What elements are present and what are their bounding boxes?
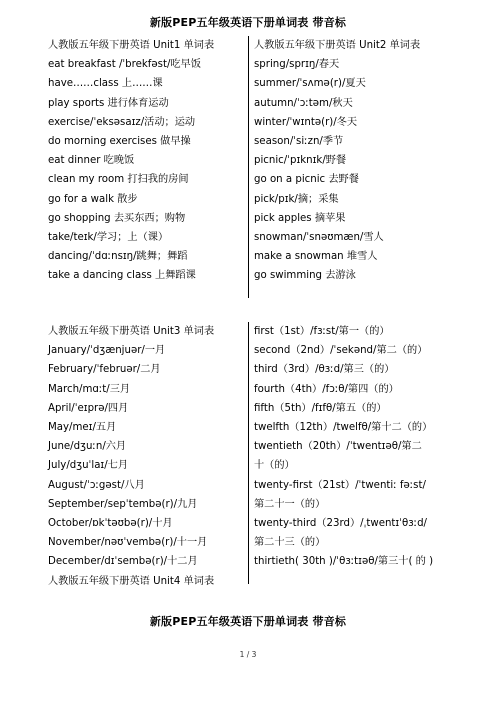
vocab-line: take/teɪk/学习；上（课） xyxy=(48,232,169,244)
vocab-line: second（2nd）/ˈsekənd/第二（的） xyxy=(254,345,428,357)
vocab-line: spring/sprɪŋ/春天 xyxy=(254,59,340,71)
vocab-line: 十（的） xyxy=(254,460,295,472)
vocab-line: go shopping 去买东西；购物 xyxy=(48,212,186,224)
vocab-line: picnic/ˈpɪknɪk/野餐 xyxy=(254,155,347,167)
vocab-line: July/dʒuˈlaɪ/七月 xyxy=(48,460,129,472)
vocab-line: autumn/ˈɔːtəm/秋天 xyxy=(254,97,353,109)
vocab-line: April/ˈeɪprə/四月 xyxy=(48,402,129,414)
vocab-line: June/dʒuːn/六月 xyxy=(48,441,127,453)
unit3-heading: 人教版五年级下册英语 Unit3 单词表 xyxy=(48,326,215,337)
vocab-line: exercise/ˈeksəsaɪz/活动；运动 xyxy=(48,116,196,128)
unit3-column xyxy=(48,322,214,591)
column-divider xyxy=(248,322,249,584)
vocab-line: fifth（5th）/fɪfθ/第五（的） xyxy=(254,402,387,414)
unit1-heading: 人教版五年级下册英语 Unit1 单词表 xyxy=(48,40,215,51)
vocab-line: twelfth（12th）/twelfθ/第十二（的） xyxy=(254,422,433,434)
vocab-line: twenty-third（23rd）/ˌtwentɪˈθɜːd/ xyxy=(254,518,427,530)
vocab-line: season/ˈsiːzn/季节 xyxy=(254,136,344,148)
unit2-column xyxy=(254,36,420,286)
vocab-line: twenty-first（21st）/ˈtwentiː fəːst/ xyxy=(254,479,426,491)
vocab-table-unit1-unit2 xyxy=(0,36,496,286)
vocab-line: make a snowman 堆雪人 xyxy=(254,251,378,263)
vocab-line: go swimming 去游泳 xyxy=(254,270,356,282)
vocab-line: eat breakfast /ˈbrekfəst/吃早饭 xyxy=(48,59,201,71)
vocab-line: February/ˈfebruər/二月 xyxy=(48,364,161,376)
vocab-line: August/ˈɔːgəst/八月 xyxy=(48,479,145,491)
vocab-line: do morning exercises 做早操 xyxy=(48,136,191,148)
vocab-line: thirtieth( 30th )/ˈθɜːtɪəθ/第三十( 的 ) xyxy=(254,556,434,568)
vocab-line: play sports 进行体育运动 xyxy=(48,97,169,109)
vocab-line: January/ˈdʒænjuər/一月 xyxy=(48,345,166,357)
vocab-line: October/ɒkˈtəʊbə(r)/十月 xyxy=(48,518,173,530)
vocab-line: pick/pɪk/摘；采集 xyxy=(254,193,339,205)
vocab-line: have……class 上……课 xyxy=(48,78,163,90)
vocab-line: fourth（4th）/fɔːθ/第四（的） xyxy=(254,383,399,395)
unit4-heading: 人教版五年级下册英语 Unit4 单词表 xyxy=(48,575,215,587)
unit2-heading: 人教版五年级下册英语 Unit2 单词表 xyxy=(254,40,421,51)
ordinal-column xyxy=(254,322,433,572)
vocab-line: clean my room 打扫我的房间 xyxy=(48,174,189,186)
vocab-line: twentieth（20th）/ˈtwentɪəθ/第二 xyxy=(254,441,422,453)
page-title: 新版PEP五年级英语下册单词表 带音标 xyxy=(149,16,347,29)
vocab-line: go for a walk 散步 xyxy=(48,193,138,205)
vocab-line: first（1st）/fɜːst/第一（的） xyxy=(254,326,390,337)
vocab-table-unit3-unit4 xyxy=(0,322,496,612)
vocab-line: snowman/ˈsnəʊmæn/雪人 xyxy=(254,232,384,244)
vocab-line: May/meɪ/五月 xyxy=(48,422,117,434)
vocab-line: December/dɪˈsembə(r)/十二月 xyxy=(48,556,198,568)
footer-title: 新版PEP五年级英语下册单词表 带音标 xyxy=(149,615,347,628)
vocab-line: third（3rd）/θɜːd/第三（的） xyxy=(254,364,395,376)
vocab-line: eat dinner 吃晚饭 xyxy=(48,155,135,167)
vocab-line: September/sepˈtembə(r)/九月 xyxy=(48,498,198,510)
page-number: 1 / 3 xyxy=(239,650,257,659)
vocab-line: dancing/ˈdɑːnsɪŋ/跳舞；舞蹈 xyxy=(48,251,188,263)
column-divider xyxy=(248,36,249,298)
vocab-line: pick apples 摘苹果 xyxy=(254,212,346,224)
vocab-line: winter/ˈwɪntə(r)/冬天 xyxy=(254,116,358,128)
vocab-line: November/nəʊˈvembə(r)/十一月 xyxy=(48,537,208,549)
vocab-line: March/mɑːt/三月 xyxy=(48,383,131,395)
vocab-line: 第二十一（的） xyxy=(254,498,326,510)
vocab-line: summer/ˈsʌmə(r)/夏天 xyxy=(254,78,366,90)
vocab-line: 第二十三（的） xyxy=(254,537,326,549)
vocab-line: take a dancing class 上舞蹈课 xyxy=(48,270,196,282)
vocab-line: go on a picnic 去野餐 xyxy=(254,174,359,186)
unit1-column xyxy=(48,36,214,286)
